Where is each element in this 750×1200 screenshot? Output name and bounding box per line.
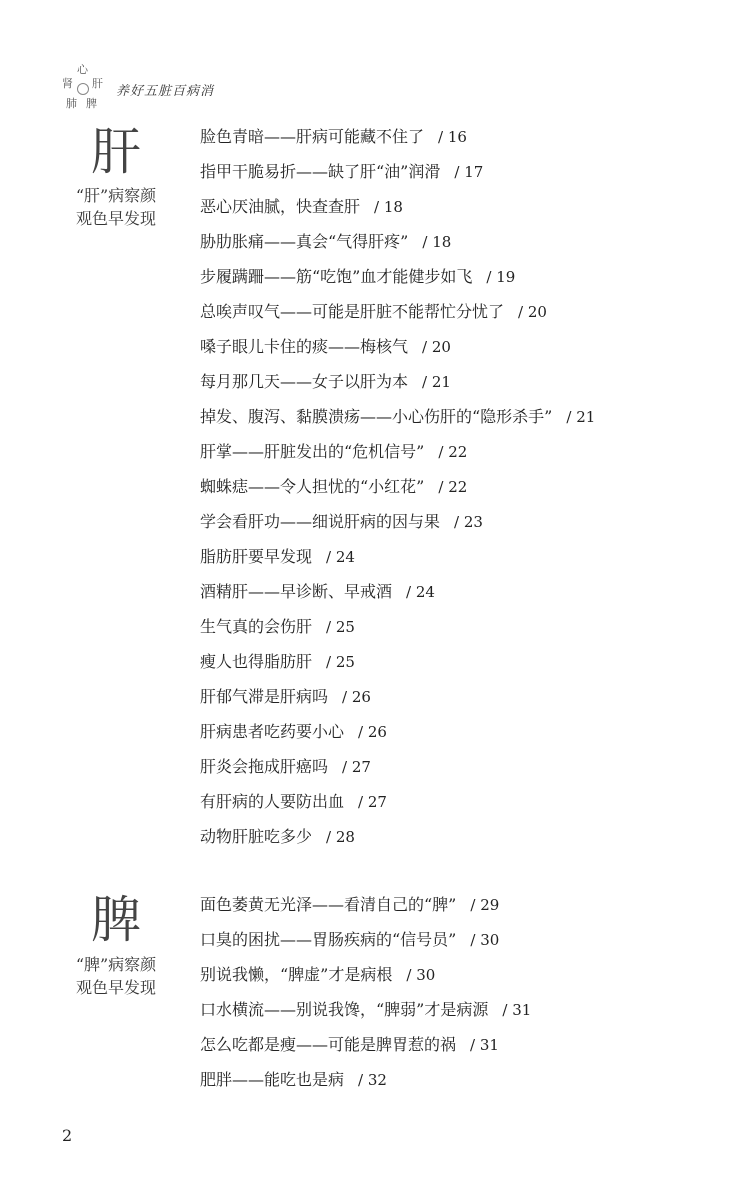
toc-entry[interactable] (200, 714, 595, 749)
toc-entry-title: 肝炎会拖成肝癌吗 (200, 757, 329, 776)
toc-entry[interactable] (200, 329, 595, 364)
toc-entry-page: / 25 (326, 653, 355, 671)
toc-entry-page: / 24 (406, 583, 435, 601)
toc-entry-page: / 20 (518, 303, 547, 321)
section-subtitle-line: 观色早发现 (75, 209, 156, 228)
toc-entry[interactable] (200, 154, 595, 189)
toc-entry[interactable] (200, 819, 595, 854)
toc-entry-page: / 17 (454, 163, 484, 181)
toc-entry-page: / 31 (470, 1036, 499, 1054)
toc-entry-title: 脸色青暗——肝病可能藏不住了 (200, 127, 425, 146)
toc-entry-page: / 18 (374, 198, 403, 216)
toc-entry-title: 步履蹒跚——筋“吃饱”血才能健步如飞 (200, 267, 473, 286)
toc-entry-title: 动物肝脏吃多少 (200, 827, 313, 846)
toc-list (200, 119, 595, 854)
toc-entry-page: / 28 (326, 828, 355, 846)
toc-entry-page: / 16 (438, 128, 467, 146)
toc-entry-page: / 18 (422, 233, 452, 251)
toc-entry-page: / 25 (326, 618, 355, 636)
toc-entry-page: / 21 (566, 408, 596, 426)
toc-entry-title: 胁肋胀痛——真会“气得肝疼” (200, 232, 409, 251)
toc-entry-title: 恶心厌油腻，快查查肝 (200, 197, 361, 216)
toc-entry-page: / 21 (422, 373, 451, 391)
toc-entry[interactable] (200, 259, 595, 294)
toc-entry[interactable] (200, 1027, 531, 1062)
toc-entry-title: 肝掌——肝脏发出的“危机信号” (200, 442, 425, 461)
toc-entry-title: 怎么吃都是瘦——可能是脾胃惹的祸 (200, 1035, 457, 1054)
section-heading-char: 脾 (91, 891, 141, 949)
section-subtitle-line: 观色早发现 (75, 978, 156, 997)
toc-entry[interactable] (200, 574, 595, 609)
toc-entry-page: / 19 (486, 268, 516, 286)
toc-entry[interactable] (200, 119, 595, 154)
logo-organ-liver: 肝 (92, 77, 103, 90)
toc-entry-page: / 20 (422, 338, 451, 356)
logo-organ-kidney: 肾 (62, 77, 73, 90)
section-heading-char: 肝 (91, 123, 141, 181)
toc-entry-title: 酒精肝——早诊断、早戒酒 (200, 582, 393, 601)
toc-entry[interactable] (200, 644, 595, 679)
section-subtitle-line: “肝”病察颜 (75, 186, 157, 205)
toc-entry-title: 肝郁气滞是肝病吗 (200, 687, 329, 706)
toc-entry-page: / 24 (326, 548, 355, 566)
logo-organ-heart: 心 (77, 63, 88, 76)
toc-entry-title: 有肝病的人要防出血 (200, 792, 345, 811)
toc-entry[interactable] (200, 1062, 531, 1097)
toc-entry[interactable] (200, 609, 595, 644)
toc-entry-page: / 22 (438, 443, 468, 461)
toc-entry[interactable] (200, 224, 595, 259)
toc-entry-page: / 22 (438, 478, 468, 496)
toc-entry[interactable] (200, 539, 595, 574)
section-subtitle (64, 184, 168, 230)
toc-entry[interactable] (200, 294, 595, 329)
toc-entry-title: 每月那几天——女子以肝为本 (200, 372, 409, 391)
toc-entry-title: 口水横流——别说我馋，“脾弱”才是病源 (200, 1000, 489, 1019)
toc-entry-title: 口臭的困扰——胃肠疾病的“信号员” (200, 930, 457, 949)
toc-entry[interactable] (200, 504, 595, 539)
toc-entry-page: / 30 (470, 931, 500, 949)
toc-entry-title: 面色萎黄无光泽——看清自己的“脾” (200, 895, 457, 914)
toc-entry-title: 掉发、腹泻、黏膜溃疡——小心伤肝的“隐形杀手” (200, 407, 553, 426)
toc-entry-page: / 32 (358, 1071, 387, 1089)
toc-entry[interactable] (200, 922, 531, 957)
logo-organ-spleen: 脾 (86, 97, 97, 110)
toc-entry[interactable] (200, 364, 595, 399)
toc-entry[interactable] (200, 679, 595, 714)
toc-entry-title: 指甲干脆易折——缺了肝“油”润滑 (200, 162, 441, 181)
toc-entry-title: 学会看肝功——细说肝病的因与果 (200, 512, 441, 531)
toc-entry-title: 蜘蛛痣——令人担忧的“小红花” (200, 477, 425, 496)
toc-entry-title: 生气真的会伤肝 (200, 617, 313, 636)
toc-entry[interactable] (200, 887, 531, 922)
logo-organ-lung: 肺 (66, 97, 77, 110)
section-subtitle (64, 953, 168, 999)
toc-entry-page: / 29 (470, 896, 500, 914)
toc-entry-title: 瘦人也得脂肪肝 (200, 652, 313, 671)
toc-entry-title: 总唉声叹气——可能是肝脏不能帮忙分忧了 (200, 302, 505, 321)
toc-entry-title: 嗓子眼儿卡住的痰——梅核气 (200, 337, 409, 356)
toc-entry[interactable] (200, 399, 595, 434)
toc-entry-page: / 27 (342, 758, 371, 776)
toc-entry-page: / 23 (454, 513, 483, 531)
logo-circle-icon (77, 83, 89, 95)
toc-entry-page: / 26 (342, 688, 371, 706)
toc-entry-title: 肥胖——能吃也是病 (200, 1070, 345, 1089)
series-logo (58, 62, 108, 114)
toc-entry[interactable] (200, 749, 595, 784)
toc-entry[interactable] (200, 957, 531, 992)
toc-entry-title: 脂肪肝要早发现 (200, 547, 313, 566)
toc-entry-page: / 30 (406, 966, 436, 984)
toc-entry[interactable] (200, 784, 595, 819)
page-number: 2 (62, 1126, 73, 1145)
toc-entry-title: 肝病患者吃药要小心 (200, 722, 345, 741)
toc-entry[interactable] (200, 992, 531, 1027)
toc-entry-page: / 27 (358, 793, 387, 811)
toc-entry[interactable] (200, 189, 595, 224)
toc-entry-title: 别说我懒，“脾虚”才是病根 (200, 965, 393, 984)
toc-list (200, 887, 531, 1097)
series-title: 养好五脏百病消 (116, 84, 215, 99)
toc-entry[interactable] (200, 469, 595, 504)
toc-entry-page: / 31 (502, 1001, 532, 1019)
toc-entry[interactable] (200, 434, 595, 469)
toc-entry-page: / 26 (358, 723, 387, 741)
section-subtitle-line: “脾”病察颜 (75, 955, 157, 974)
